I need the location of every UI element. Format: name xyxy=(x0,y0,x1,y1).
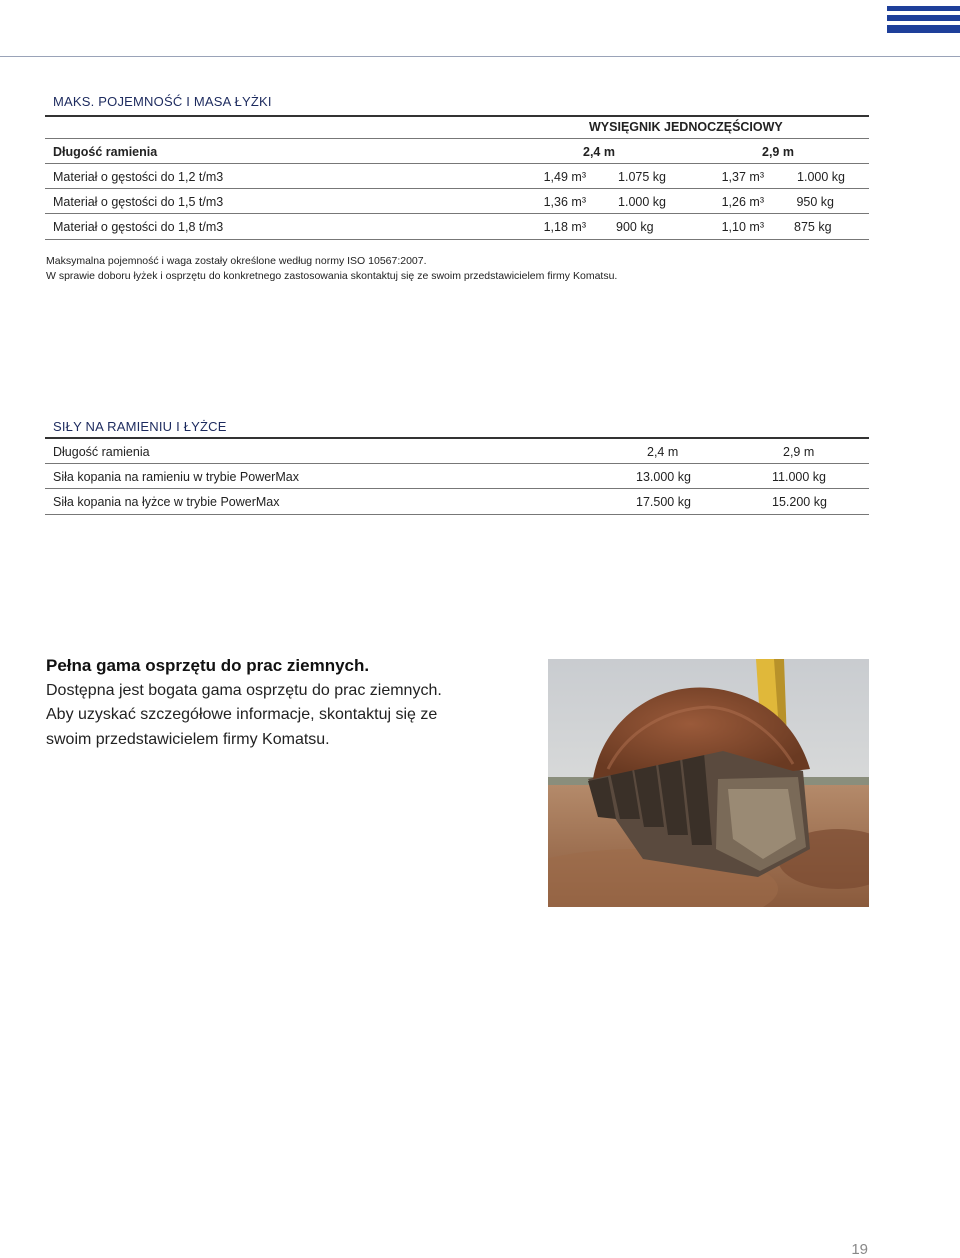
row-label: Siła kopania na ramieniu w trybie PowerMax xyxy=(53,470,299,484)
row-bucket-force-1: 17.500 kg xyxy=(636,495,691,509)
arm-length-col2: 2,9 m xyxy=(783,445,815,459)
brand-stripes-logo xyxy=(887,6,960,37)
section1-top-rule xyxy=(45,115,869,117)
row-bucket-force-2: 15.200 kg xyxy=(772,495,827,509)
promo-text-line: Aby uzyskać szczegółowe informacje, skontaktuj się ze xyxy=(46,706,438,723)
section-title-bucket-capacity: MAKS. POJEMNOŚĆ I MASA ŁYŻKI xyxy=(53,94,272,109)
arm-length-col1: 2,4 m xyxy=(647,445,679,459)
footnote-iso: Maksymalna pojemność i waga zostały określone według normy ISO 10567:2007. xyxy=(46,255,427,267)
section-title-digging-forces: SIŁY NA RAMIENIU I ŁYŻCE xyxy=(53,419,227,434)
promo-heading: Pełna gama osprzętu do prac ziemnych. xyxy=(46,656,370,675)
row-capacity-2: 1,37 m³ xyxy=(721,170,764,184)
row-divider xyxy=(45,188,869,189)
row-label: Siła kopania na łyżce w trybie PowerMax xyxy=(53,495,280,509)
section1-rule xyxy=(45,163,869,164)
row-mass-2: 950 kg xyxy=(796,195,834,209)
row-label: Materiał o gęstości do 1,2 t/m3 xyxy=(53,170,224,184)
row-mass-2: 875 kg xyxy=(794,220,832,234)
promo-text-line: swoim przedstawicielem firmy Komatsu. xyxy=(46,731,330,748)
row-divider xyxy=(45,213,869,214)
row-label: Materiał o gęstości do 1,5 t/m3 xyxy=(53,195,224,209)
row-capacity-1: 1,49 m³ xyxy=(543,170,586,184)
arm-length-label: Długość ramienia xyxy=(53,145,158,159)
arm-length-label: Długość ramienia xyxy=(53,445,150,459)
page-number: 19 xyxy=(851,1241,868,1258)
row-divider xyxy=(45,488,869,489)
arm-length-col1: 2,4 m xyxy=(583,145,615,159)
row-divider xyxy=(45,239,869,240)
group-header-monoboom: WYSIĘGNIK JEDNOCZĘŚCIOWY xyxy=(589,120,783,134)
promo-text-line: Dostępna jest bogata gama osprzętu do prac ziemnych. xyxy=(46,682,442,699)
excavator-bucket-photo xyxy=(548,659,869,907)
header-divider xyxy=(0,56,960,57)
row-arm-force-1: 13.000 kg xyxy=(636,470,691,484)
row-mass-2: 1.000 kg xyxy=(797,170,845,184)
row-divider xyxy=(45,514,869,515)
footnote-contact: W sprawie doboru łyżek i osprzętu do konkretnego zastosowania skontaktuj się ze swoim przedstawicielem firmy Komatsu. xyxy=(46,270,618,282)
row-mass-1: 1.075 kg xyxy=(618,170,666,184)
section1-rule xyxy=(45,138,869,139)
row-capacity-2: 1,10 m³ xyxy=(721,220,764,234)
row-capacity-1: 1,36 m³ xyxy=(543,195,586,209)
row-capacity-2: 1,26 m³ xyxy=(721,195,764,209)
section2-top-rule xyxy=(45,437,869,439)
row-capacity-1: 1,18 m³ xyxy=(543,220,586,234)
row-mass-1: 1.000 kg xyxy=(618,195,666,209)
arm-length-col2: 2,9 m xyxy=(762,145,794,159)
row-mass-1: 900 kg xyxy=(616,220,654,234)
row-arm-force-2: 11.000 kg xyxy=(772,470,826,484)
row-divider xyxy=(45,463,869,464)
row-label: Materiał o gęstości do 1,8 t/m3 xyxy=(53,220,224,234)
